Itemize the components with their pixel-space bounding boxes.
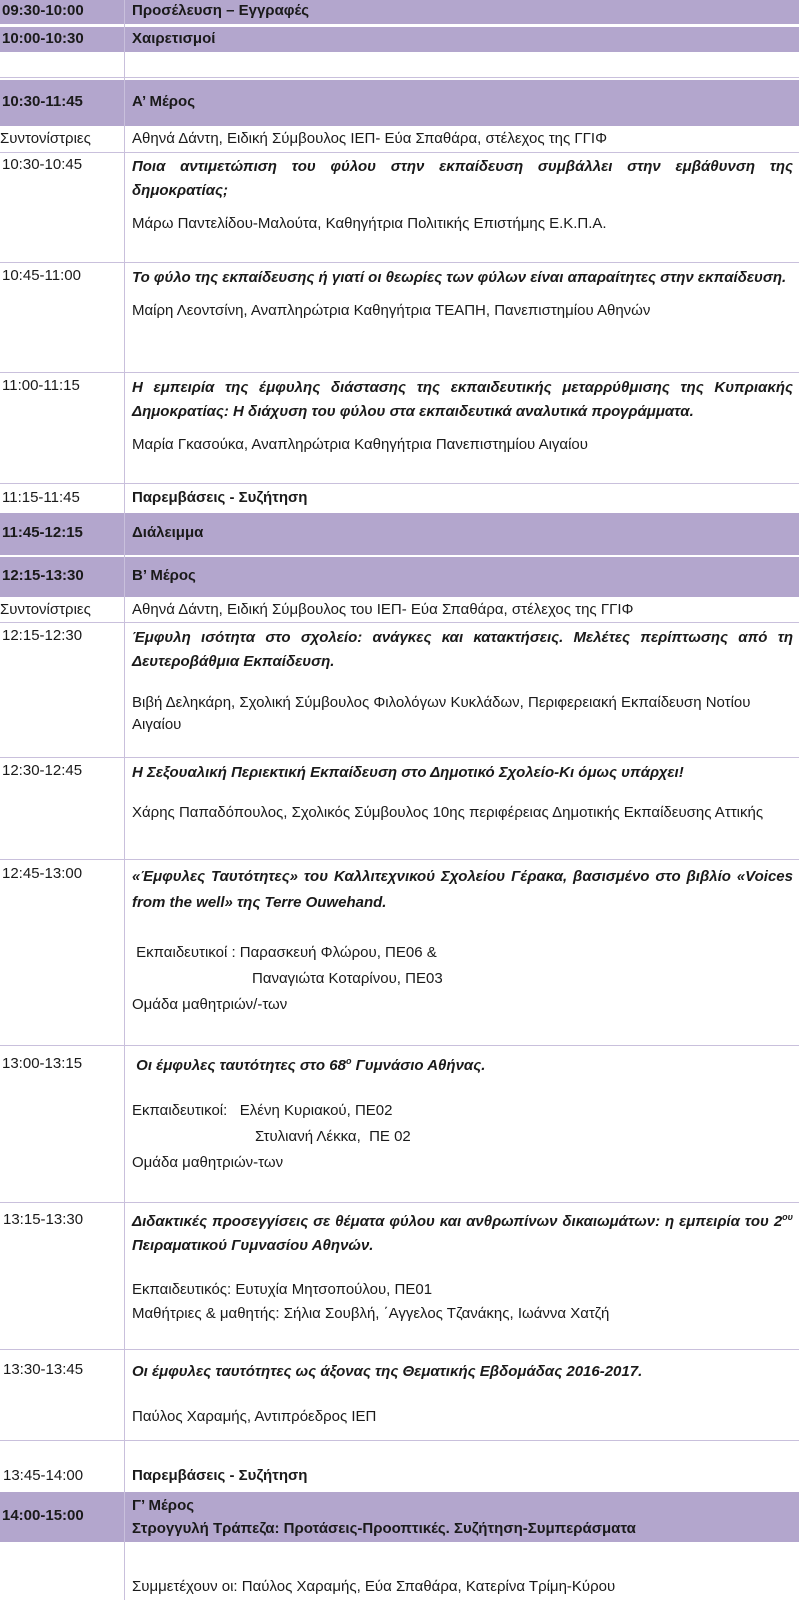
talk-title: Η εμπειρία της έμφυλης διάστασης της εκπαιδευτικής μεταρρύθμισης της Κυπριακής Δημοκρατίας: Η διάχυση του φύλου στα εκπαιδευτικά αναλυτικά προγράμματα.	[132, 379, 793, 420]
talk-title-part: Διδακτικές προσεγγίσεις σε θέματα φύλου και ανθρωπίνων δικαιωμάτων: η εμπειρία του 2	[132, 1213, 783, 1230]
talk-content	[132, 376, 793, 456]
superscript: ου	[782, 1212, 793, 1222]
students-line: Μαθήτριες & μαθητής: Σήλια Σουβλή, ΄Αγγελος Τζανάκης, Ιωάννα Χατζή	[132, 1305, 610, 1322]
row-text: Προσέλευση – Εγγραφές	[132, 2, 310, 19]
students-line: Ομάδα μαθητριών-των	[132, 1154, 284, 1171]
talk-row	[0, 153, 799, 262]
row-time: 09:30-10:00	[2, 2, 84, 19]
section-header	[0, 557, 799, 597]
row-divider	[0, 859, 799, 860]
row-time: 12:30-12:45	[2, 762, 83, 779]
students-line: Ομάδα μαθητριών/-των	[132, 996, 288, 1013]
talk-row	[0, 374, 799, 479]
talk-row	[0, 264, 799, 370]
section-subtitle: Στρογγυλή Τράπεζα: Προτάσεις-Προοπτικές. Συζήτηση-Συμπεράσματα	[132, 1520, 636, 1537]
talk-content	[132, 1210, 793, 1326]
talk-row	[0, 862, 799, 1042]
column-divider	[124, 0, 125, 1600]
talk-title: «Έμφυλες Ταυτότητες» του Καλλιτεχνικού Σχολείου Γέρακα, βασισμένο στο βιβλίο «Voices from the well» της Terre Ouwehand.	[132, 868, 793, 911]
row-time: 13:15-13:30	[3, 1211, 84, 1228]
talk-speaker: Μαρία Γκασούκα, Αναπληρώτρια Καθηγήτρια Πανεπιστημίου Αιγαίου	[132, 436, 588, 453]
row-text: Αθηνά Δάντη, Ειδική Σύμβουλος ΙΕΠ- Εύα Σπαθάρα, στέλεχος της ΓΓΙΦ	[132, 130, 608, 147]
talk-content	[132, 155, 793, 235]
row-time: 10:00-10:30	[2, 30, 84, 47]
talk-row	[0, 1052, 799, 1202]
row-text: Αθηνά Δάντη, Ειδική Σύμβουλος του ΙΕΠ- Εύα Σπαθάρα, στέλεχος της ΓΓΙΦ	[132, 601, 634, 618]
teachers-line: Εκπαιδευτικοί: Ελένη Κυριακού, ΠΕ02	[132, 1102, 393, 1119]
row-time: 13:30-13:45	[3, 1361, 84, 1378]
talk-speaker: Βιβή Δεληκάρη, Σχολική Σύμβουλος Φιλολόγων Κυκλάδων, Περιφερειακή Εκπαίδευση Νοτίου Αιγαίου	[132, 694, 751, 733]
row-divider	[0, 1202, 799, 1203]
coordinators-row	[0, 598, 799, 623]
row-time: 12:15-13:30	[2, 567, 84, 584]
talk-title-part: Γυμνάσιο Αθήνας.	[351, 1057, 486, 1074]
row-time: 10:45-11:00	[2, 267, 81, 284]
talk-content	[132, 1360, 793, 1428]
row-text: Β’ Μέρος	[132, 567, 196, 584]
row-label: Συντονίστριες	[0, 601, 91, 618]
row-time: 12:45-13:00	[2, 865, 83, 882]
break-row	[0, 513, 799, 555]
row-divider	[0, 757, 799, 758]
teachers-line-2: Παναγιώτα Κοταρίνου, ΠΕ03	[252, 970, 443, 987]
talk-title-part: Οι έμφυλες ταυτότητες στο 68	[132, 1057, 346, 1074]
discussion-row	[0, 1464, 799, 1490]
row-text: Α’ Μέρος	[132, 93, 196, 110]
talk-title-part: Πειραματικού Γυμνασίου Αθηνών.	[132, 1237, 374, 1254]
section-header	[0, 80, 799, 126]
section-header	[0, 1492, 799, 1542]
row-time: 11:15-11:45	[2, 489, 80, 506]
superscript: ο	[345, 1056, 352, 1066]
row-time: 11:45-12:15	[2, 524, 83, 541]
talk-title: Ποια αντιμετώπιση του φύλου στην εκπαίδευση συμβάλλει στην εμβάθυνση της δημοκρατίας;	[132, 158, 793, 199]
roundtable-content	[132, 1494, 793, 1540]
row-time: 12:15-12:30	[2, 627, 83, 644]
row-divider	[0, 622, 799, 623]
schedule-row	[0, 0, 799, 24]
row-time: 10:30-10:45	[2, 156, 83, 173]
row-time: 10:30-11:45	[2, 93, 83, 110]
talk-row	[0, 624, 799, 754]
talk-title: Το φύλο της εκπαίδευσης ή γιατί οι θεωρίες των φύλων είναι απαραίτητες στην εκπαίδευση.	[132, 269, 787, 286]
talk-title	[132, 1210, 793, 1258]
coordinators-row	[0, 127, 799, 152]
row-divider	[0, 1349, 799, 1350]
row-text: Διάλειμμα	[132, 524, 204, 541]
row-divider	[0, 1440, 799, 1441]
talk-title: Οι έμφυλες ταυτότητες ως άξονας της Θεματικής Εβδομάδας 2016-2017.	[132, 1363, 643, 1380]
discussion-row	[0, 486, 799, 511]
talk-title: Έμφυλη ισότητα στο σχολείο: ανάγκες και κατακτήσεις. Μελέτες περίπτωσης από τη Δευτεροβάθμια Εκπαίδευση.	[132, 629, 793, 670]
row-text: Παρεμβάσεις - Συζήτηση	[132, 1467, 308, 1484]
section-title: Γ’ Μέρος	[132, 1497, 195, 1514]
talk-content	[132, 626, 793, 736]
schedule-row	[0, 27, 799, 52]
talk-row	[0, 1358, 799, 1438]
row-label: Συντονίστριες	[0, 130, 91, 147]
talk-row	[0, 759, 799, 856]
row-text: Παρεμβάσεις - Συζήτηση	[132, 489, 308, 506]
row-time: 13:00-13:15	[2, 1055, 83, 1072]
talk-title: Η Σεξουαλική Περιεκτική Εκπαίδευση στο Δημοτικό Σχολείο-Κι όμως υπάρχει!	[132, 764, 684, 781]
row-divider	[0, 372, 799, 373]
row-divider	[0, 262, 799, 263]
row-time: 14:00-15:00	[2, 1507, 84, 1524]
talk-speaker: Μάρω Παντελίδου-Μαλούτα, Καθηγήτρια Πολιτικής Επιστήμης Ε.Κ.Π.Α.	[132, 215, 607, 232]
row-text: Χαιρετισμοί	[132, 30, 216, 47]
talk-content	[132, 266, 793, 322]
talk-speaker: Μαίρη Λεοντσίνη, Αναπληρώτρια Καθηγήτρια ΤΕΑΠΗ, Πανεπιστημίου Αθηνών	[132, 302, 651, 319]
row-divider	[0, 77, 799, 78]
talk-title	[132, 1054, 793, 1078]
talk-row	[0, 1208, 799, 1348]
talk-content	[132, 761, 793, 822]
talk-content	[132, 864, 793, 1018]
row-divider	[0, 483, 799, 484]
talk-speaker: Παύλος Χαραμής, Αντιπρόεδρος ΙΕΠ	[132, 1408, 377, 1425]
row-time: 11:00-11:15	[2, 377, 80, 394]
teachers-line: Εκπαιδευτικός: Ευτυχία Μητσοπούλου, ΠΕ01	[132, 1281, 433, 1298]
teachers-line-2: Στυλιανή Λέκκα, ΠΕ 02	[255, 1128, 411, 1145]
row-text: Συμμετέχουν οι: Παύλος Χαραμής, Εύα Σπαθάρα, Κατερίνα Τρίμη-Κύρου	[132, 1578, 616, 1595]
talk-content	[132, 1054, 793, 1176]
teachers-line: Εκπαιδευτικοί : Παρασκευή Φλώρου, ΠΕ06 &	[132, 944, 437, 961]
row-time: 13:45-14:00	[3, 1467, 84, 1484]
row-divider	[0, 1045, 799, 1046]
talk-speaker: Χάρης Παπαδόπουλος, Σχολικός Σύμβουλος 10ης περιφέρειας Δημοτικής Εκπαίδευσης Αττικής	[132, 804, 764, 821]
participants-row	[0, 1543, 799, 1600]
